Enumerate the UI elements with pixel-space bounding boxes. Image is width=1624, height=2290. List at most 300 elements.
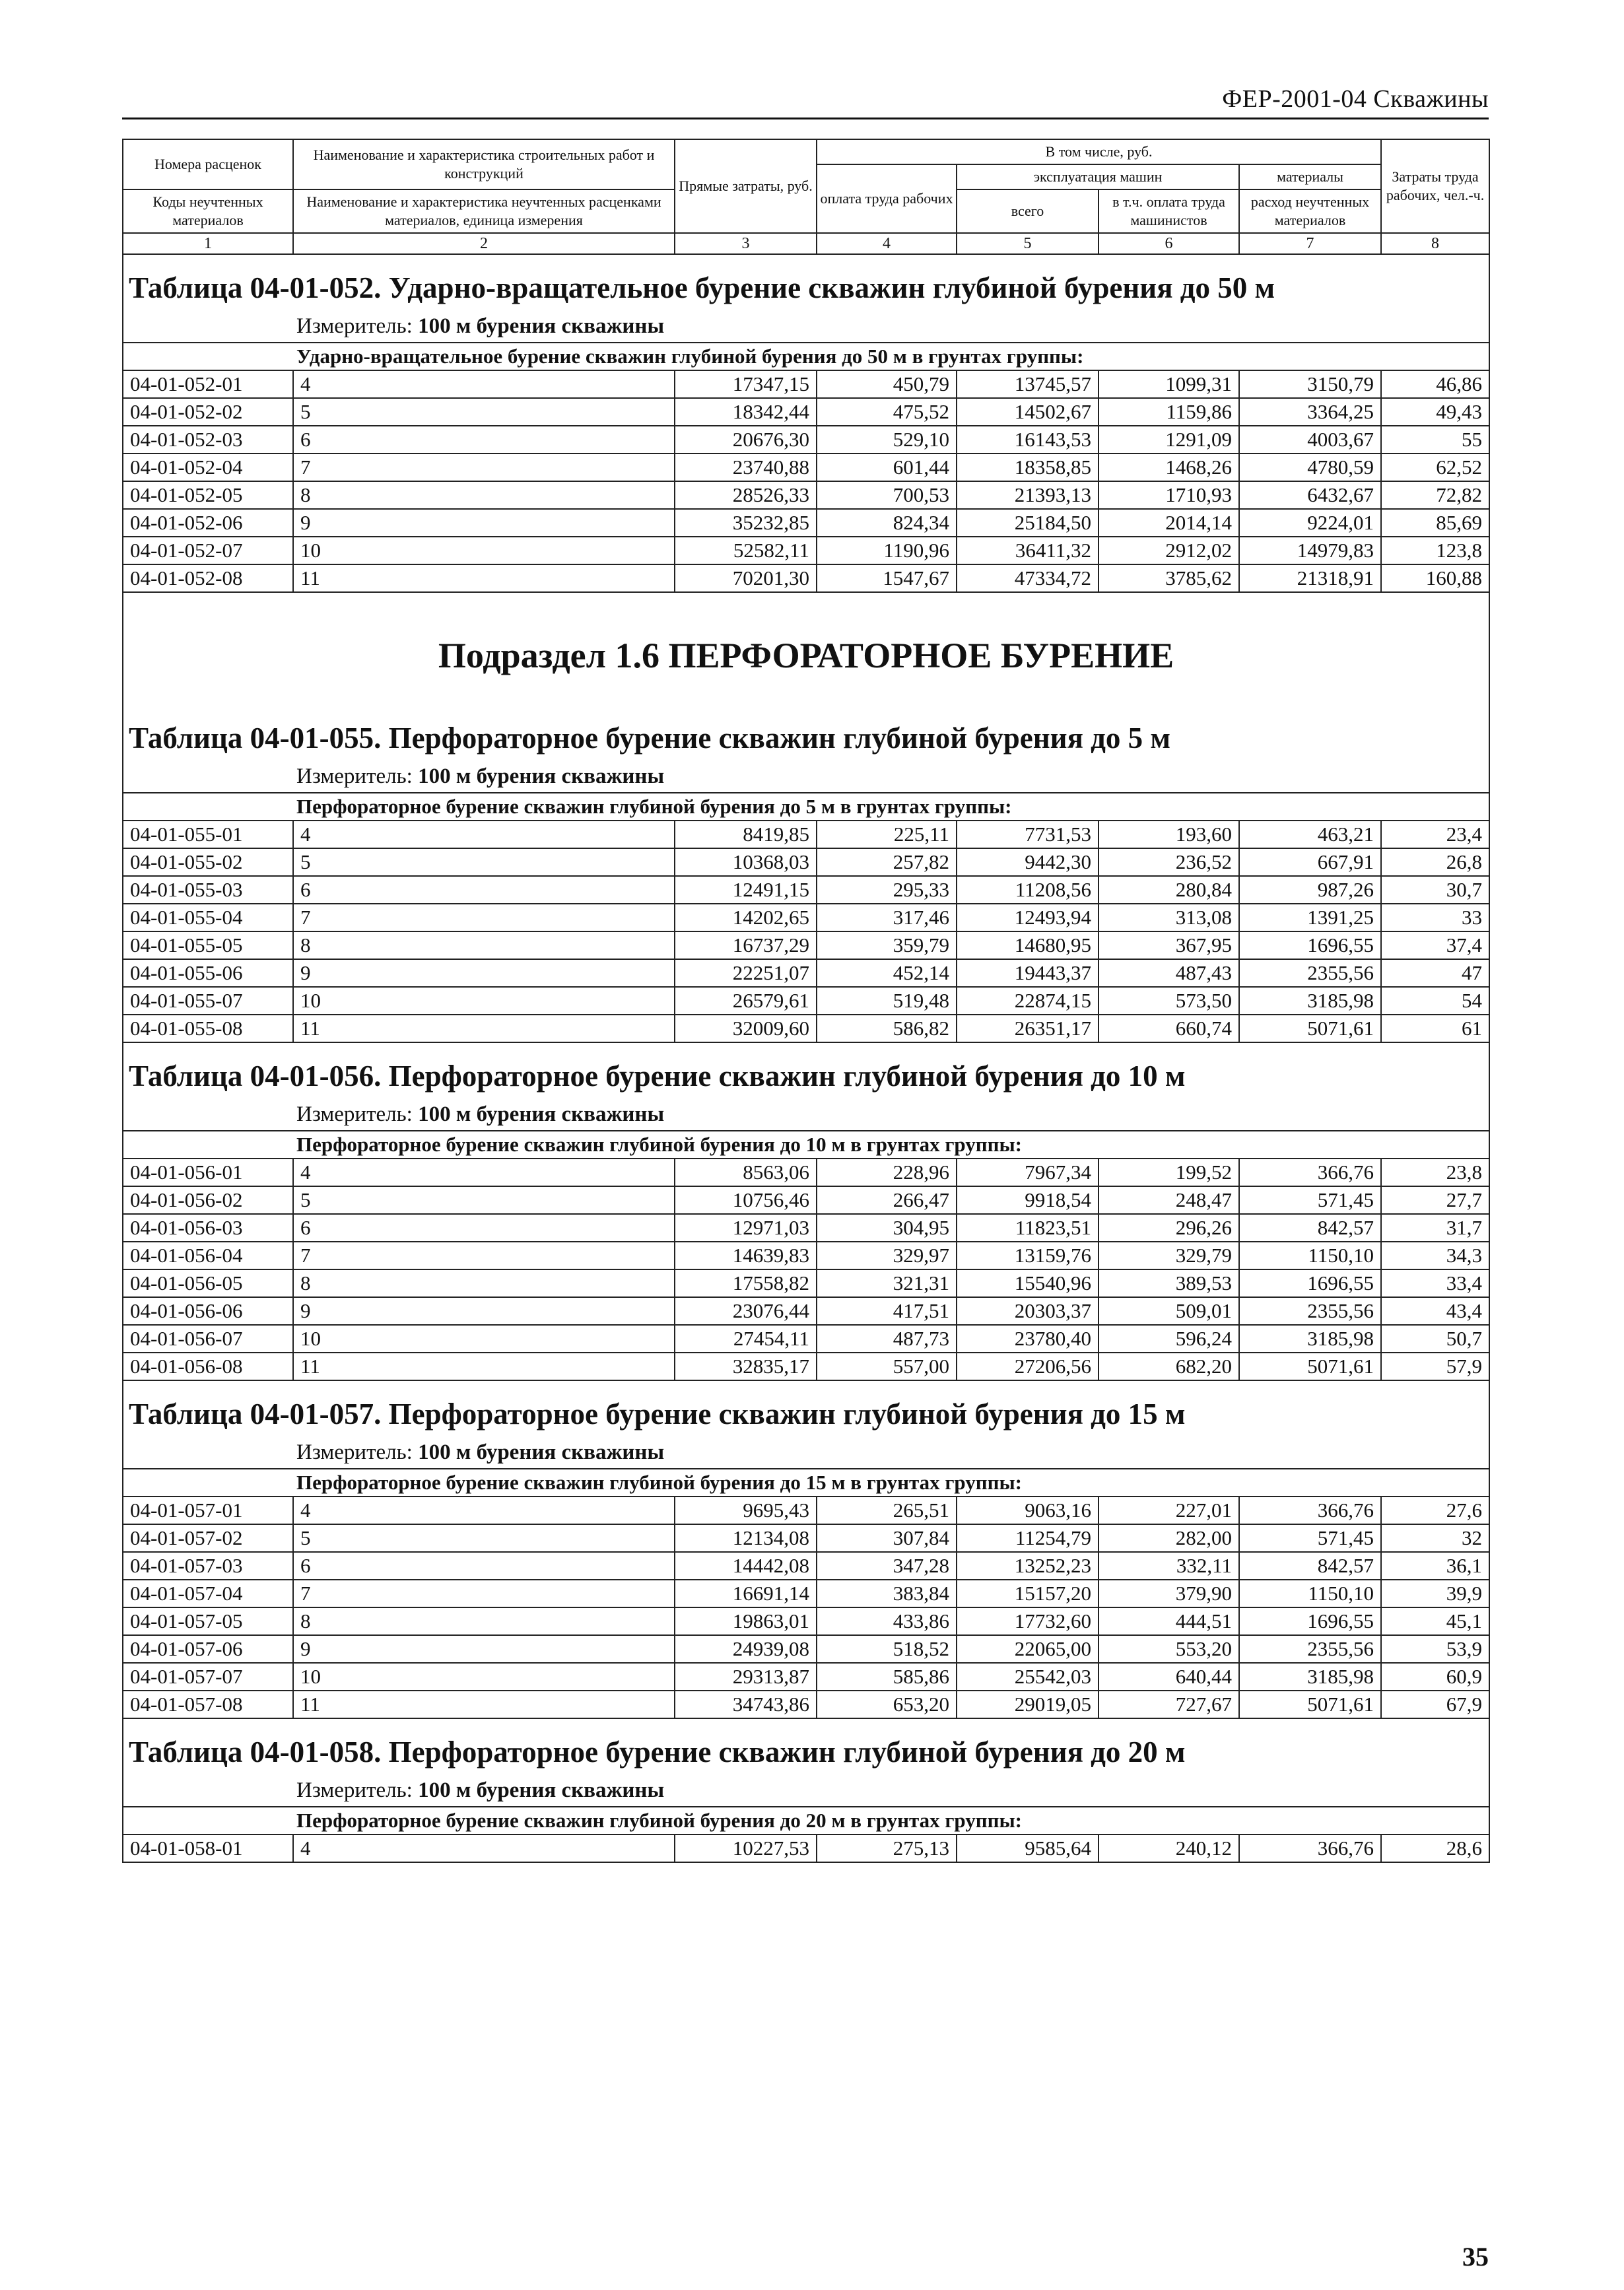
direct-costs-value: 9695,43 bbox=[675, 1497, 817, 1524]
rate-code: 04-01-057-03 bbox=[123, 1552, 293, 1580]
measure-line bbox=[123, 1434, 1489, 1468]
measure-label: Измеритель: bbox=[296, 314, 413, 338]
soil-group: 10 bbox=[293, 987, 675, 1015]
machines-total-value: 15540,96 bbox=[957, 1269, 1099, 1297]
machines-total-value: 21393,13 bbox=[957, 481, 1099, 509]
soil-group: 11 bbox=[293, 564, 675, 592]
machines-total-value: 13252,23 bbox=[957, 1552, 1099, 1580]
rate-code: 04-01-057-07 bbox=[123, 1663, 293, 1691]
labor-hours-value: 27,7 bbox=[1381, 1186, 1489, 1214]
table-row bbox=[123, 876, 1489, 904]
soil-group: 6 bbox=[293, 1552, 675, 1580]
operator-pay-value: 329,79 bbox=[1099, 1242, 1239, 1269]
operator-pay-value: 1468,26 bbox=[1099, 454, 1239, 481]
operator-pay-value: 248,47 bbox=[1099, 1186, 1239, 1214]
direct-costs-value: 28526,33 bbox=[675, 481, 817, 509]
labor-hours-value: 27,6 bbox=[1381, 1497, 1489, 1524]
materials-value: 6432,67 bbox=[1239, 481, 1381, 509]
rate-code: 04-01-052-06 bbox=[123, 509, 293, 537]
soil-group: 8 bbox=[293, 1607, 675, 1635]
direct-costs-value: 52582,11 bbox=[675, 537, 817, 564]
direct-costs-value: 70201,30 bbox=[675, 564, 817, 592]
machines-total-value: 23780,40 bbox=[957, 1325, 1099, 1353]
page-number: 35 bbox=[1462, 2242, 1489, 2272]
table-row bbox=[123, 1353, 1489, 1380]
table-title-cell bbox=[123, 1042, 1489, 1131]
table-row bbox=[123, 987, 1489, 1015]
soil-group: 7 bbox=[293, 904, 675, 931]
materials-value: 571,45 bbox=[1239, 1186, 1381, 1214]
table-title: Таблица 04-01-056. Перфораторное бурение скважин глубиной бурения до 10 м bbox=[129, 1060, 1186, 1093]
labor-pay-value: 519,48 bbox=[817, 987, 957, 1015]
labor-hours-value: 47 bbox=[1381, 959, 1489, 987]
measure-value: 100 м бурения скважины bbox=[418, 1440, 665, 1464]
direct-costs-value: 23740,88 bbox=[675, 454, 817, 481]
measure-label: Измеритель: bbox=[296, 1778, 413, 1802]
direct-costs-value: 12134,08 bbox=[675, 1524, 817, 1552]
labor-pay-value: 557,00 bbox=[817, 1353, 957, 1380]
header-including: В том числе, руб. bbox=[817, 139, 1381, 164]
measure-value: 100 м бурения скважины bbox=[418, 764, 665, 788]
soil-group: 7 bbox=[293, 454, 675, 481]
soil-group: 10 bbox=[293, 1325, 675, 1353]
direct-costs-value: 10756,46 bbox=[675, 1186, 817, 1214]
measure-line bbox=[123, 758, 1489, 792]
machines-total-value: 47334,72 bbox=[957, 564, 1099, 592]
table-row bbox=[123, 454, 1489, 481]
operator-pay-value: 1159,86 bbox=[1099, 398, 1239, 426]
group-title: Перфораторное бурение скважин глубиной бурения до 10 м в грунтах группы: bbox=[123, 1131, 1489, 1159]
machines-total-value: 13159,76 bbox=[957, 1242, 1099, 1269]
table-row bbox=[123, 564, 1489, 592]
header-machines-total: всего bbox=[957, 189, 1099, 233]
machines-total-value: 22065,00 bbox=[957, 1635, 1099, 1663]
direct-costs-value: 24939,08 bbox=[675, 1635, 817, 1663]
materials-value: 3185,98 bbox=[1239, 1663, 1381, 1691]
column-number: 5 bbox=[957, 233, 1099, 254]
operator-pay-value: 640,44 bbox=[1099, 1663, 1239, 1691]
rate-code: 04-01-056-02 bbox=[123, 1186, 293, 1214]
materials-value: 667,91 bbox=[1239, 848, 1381, 876]
labor-hours-value: 30,7 bbox=[1381, 876, 1489, 904]
direct-costs-value: 17347,15 bbox=[675, 370, 817, 398]
machines-total-value: 9585,64 bbox=[957, 1835, 1099, 1862]
rate-code: 04-01-056-08 bbox=[123, 1353, 293, 1380]
operator-pay-value: 389,53 bbox=[1099, 1269, 1239, 1297]
table-row bbox=[123, 1497, 1489, 1524]
soil-group: 6 bbox=[293, 1214, 675, 1242]
labor-pay-value: 585,86 bbox=[817, 1663, 957, 1691]
soil-group: 10 bbox=[293, 537, 675, 564]
labor-pay-value: 228,96 bbox=[817, 1159, 957, 1186]
labor-pay-value: 295,33 bbox=[817, 876, 957, 904]
soil-group: 9 bbox=[293, 959, 675, 987]
soil-group: 11 bbox=[293, 1691, 675, 1718]
column-number: 3 bbox=[675, 233, 817, 254]
table-row bbox=[123, 398, 1489, 426]
materials-value: 14979,83 bbox=[1239, 537, 1381, 564]
materials-value: 842,57 bbox=[1239, 1552, 1381, 1580]
labor-hours-value: 36,1 bbox=[1381, 1552, 1489, 1580]
labor-hours-value: 123,8 bbox=[1381, 537, 1489, 564]
rate-code: 04-01-055-05 bbox=[123, 931, 293, 959]
soil-group: 5 bbox=[293, 1524, 675, 1552]
rate-code: 04-01-056-01 bbox=[123, 1159, 293, 1186]
direct-costs-value: 23076,44 bbox=[675, 1297, 817, 1325]
group-title: Ударно-вращательное бурение скважин глубиной бурения до 50 м в грунтах группы: bbox=[123, 343, 1489, 370]
direct-costs-value: 10227,53 bbox=[675, 1835, 817, 1862]
header-labor-pay: оплата труда рабочих bbox=[817, 164, 957, 233]
operator-pay-value: 509,01 bbox=[1099, 1297, 1239, 1325]
materials-value: 1696,55 bbox=[1239, 1269, 1381, 1297]
materials-value: 571,45 bbox=[1239, 1524, 1381, 1552]
labor-hours-value: 62,52 bbox=[1381, 454, 1489, 481]
machines-total-value: 26351,17 bbox=[957, 1015, 1099, 1042]
direct-costs-value: 20676,30 bbox=[675, 426, 817, 454]
measure-label: Измеритель: bbox=[296, 1102, 413, 1126]
table-row bbox=[123, 509, 1489, 537]
header-material-names: Наименование и характеристика неучтенных расценками материалов, единица измерения bbox=[293, 189, 675, 233]
machines-total-value: 36411,32 bbox=[957, 537, 1099, 564]
materials-value: 2355,56 bbox=[1239, 1635, 1381, 1663]
rate-code: 04-01-057-08 bbox=[123, 1691, 293, 1718]
materials-value: 5071,61 bbox=[1239, 1353, 1381, 1380]
column-number: 7 bbox=[1239, 233, 1381, 254]
table-row bbox=[123, 1691, 1489, 1718]
rate-code: 04-01-055-04 bbox=[123, 904, 293, 931]
soil-group: 4 bbox=[293, 1497, 675, 1524]
group-title: Перфораторное бурение скважин глубиной бурения до 5 м в грунтах группы: bbox=[123, 793, 1489, 821]
table-title: Таблица 04-01-052. Ударно-вращательное бурение скважин глубиной бурения до 50 м bbox=[129, 271, 1275, 304]
direct-costs-value: 34743,86 bbox=[675, 1691, 817, 1718]
labor-hours-value: 160,88 bbox=[1381, 564, 1489, 592]
materials-value: 5071,61 bbox=[1239, 1015, 1381, 1042]
operator-pay-value: 2014,14 bbox=[1099, 509, 1239, 537]
labor-pay-value: 307,84 bbox=[817, 1524, 957, 1552]
table-title-row bbox=[123, 1042, 1489, 1131]
materials-value: 1391,25 bbox=[1239, 904, 1381, 931]
machines-total-value: 7731,53 bbox=[957, 821, 1099, 848]
group-title-row bbox=[123, 1469, 1489, 1497]
operator-pay-value: 282,00 bbox=[1099, 1524, 1239, 1552]
operator-pay-value: 296,26 bbox=[1099, 1214, 1239, 1242]
labor-pay-value: 700,53 bbox=[817, 481, 957, 509]
operator-pay-value: 236,52 bbox=[1099, 848, 1239, 876]
labor-hours-value: 33,4 bbox=[1381, 1269, 1489, 1297]
table-title-row bbox=[123, 592, 1489, 793]
materials-value: 366,76 bbox=[1239, 1497, 1381, 1524]
table-row bbox=[123, 904, 1489, 931]
table-row bbox=[123, 1635, 1489, 1663]
header-rate-numbers: Номера расценок bbox=[123, 139, 293, 189]
labor-hours-value: 32 bbox=[1381, 1524, 1489, 1552]
header-work-name: Наименование и характеристика строительных работ и конструкций bbox=[293, 139, 675, 189]
rate-code: 04-01-057-04 bbox=[123, 1580, 293, 1607]
table-row bbox=[123, 1325, 1489, 1353]
machines-total-value: 18358,85 bbox=[957, 454, 1099, 481]
labor-hours-value: 57,9 bbox=[1381, 1353, 1489, 1380]
materials-value: 2355,56 bbox=[1239, 1297, 1381, 1325]
rate-code: 04-01-056-07 bbox=[123, 1325, 293, 1353]
operator-pay-value: 313,08 bbox=[1099, 904, 1239, 931]
soil-group: 7 bbox=[293, 1242, 675, 1269]
table-row bbox=[123, 1580, 1489, 1607]
measure-label: Измеритель: bbox=[296, 1440, 413, 1464]
machines-total-value: 14502,67 bbox=[957, 398, 1099, 426]
soil-group: 8 bbox=[293, 1269, 675, 1297]
operator-pay-value: 1099,31 bbox=[1099, 370, 1239, 398]
operator-pay-value: 193,60 bbox=[1099, 821, 1239, 848]
labor-pay-value: 275,13 bbox=[817, 1835, 957, 1862]
table-row bbox=[123, 1214, 1489, 1242]
table-title-cell bbox=[123, 592, 1489, 793]
rates-table bbox=[122, 139, 1490, 1863]
labor-hours-value: 85,69 bbox=[1381, 509, 1489, 537]
labor-pay-value: 266,47 bbox=[817, 1186, 957, 1214]
table-row bbox=[123, 1015, 1489, 1042]
direct-costs-value: 8563,06 bbox=[675, 1159, 817, 1186]
materials-value: 987,26 bbox=[1239, 876, 1381, 904]
machines-total-value: 9063,16 bbox=[957, 1497, 1099, 1524]
operator-pay-value: 199,52 bbox=[1099, 1159, 1239, 1186]
materials-value: 3185,98 bbox=[1239, 1325, 1381, 1353]
table-title-cell bbox=[123, 1380, 1489, 1469]
machines-total-value: 9442,30 bbox=[957, 848, 1099, 876]
rate-code: 04-01-055-06 bbox=[123, 959, 293, 987]
materials-value: 3364,25 bbox=[1239, 398, 1381, 426]
table-row bbox=[123, 426, 1489, 454]
rate-code: 04-01-056-04 bbox=[123, 1242, 293, 1269]
rate-code: 04-01-052-01 bbox=[123, 370, 293, 398]
direct-costs-value: 32835,17 bbox=[675, 1353, 817, 1380]
labor-pay-value: 452,14 bbox=[817, 959, 957, 987]
rate-code: 04-01-052-08 bbox=[123, 564, 293, 592]
labor-hours-value: 33 bbox=[1381, 904, 1489, 931]
column-number: 8 bbox=[1381, 233, 1489, 254]
operator-pay-value: 3785,62 bbox=[1099, 564, 1239, 592]
table-title: Таблица 04-01-057. Перфораторное бурение скважин глубиной бурения до 15 м bbox=[129, 1398, 1186, 1431]
rate-code: 04-01-052-03 bbox=[123, 426, 293, 454]
labor-pay-value: 417,51 bbox=[817, 1297, 957, 1325]
table-row bbox=[123, 1159, 1489, 1186]
rate-code: 04-01-055-01 bbox=[123, 821, 293, 848]
labor-hours-value: 50,7 bbox=[1381, 1325, 1489, 1353]
table-row bbox=[123, 1607, 1489, 1635]
soil-group: 10 bbox=[293, 1663, 675, 1691]
direct-costs-value: 14639,83 bbox=[675, 1242, 817, 1269]
table-row bbox=[123, 1186, 1489, 1214]
labor-hours-value: 54 bbox=[1381, 987, 1489, 1015]
group-title: Перфораторное бурение скважин глубиной бурения до 20 м в грунтах группы: bbox=[123, 1807, 1489, 1835]
direct-costs-value: 29313,87 bbox=[675, 1663, 817, 1691]
table-title: Таблица 04-01-058. Перфораторное бурение скважин глубиной бурения до 20 м bbox=[129, 1735, 1186, 1768]
soil-group: 9 bbox=[293, 509, 675, 537]
rate-code: 04-01-058-01 bbox=[123, 1835, 293, 1862]
direct-costs-value: 22251,07 bbox=[675, 959, 817, 987]
measure-line bbox=[123, 1772, 1489, 1806]
soil-group: 11 bbox=[293, 1015, 675, 1042]
materials-value: 4003,67 bbox=[1239, 426, 1381, 454]
materials-value: 463,21 bbox=[1239, 821, 1381, 848]
soil-group: 4 bbox=[293, 821, 675, 848]
operator-pay-value: 553,20 bbox=[1099, 1635, 1239, 1663]
materials-value: 4780,59 bbox=[1239, 454, 1381, 481]
labor-pay-value: 1547,67 bbox=[817, 564, 957, 592]
materials-value: 1150,10 bbox=[1239, 1242, 1381, 1269]
group-title-row bbox=[123, 1131, 1489, 1159]
direct-costs-value: 12491,15 bbox=[675, 876, 817, 904]
machines-total-value: 15157,20 bbox=[957, 1580, 1099, 1607]
soil-group: 9 bbox=[293, 1297, 675, 1325]
operator-pay-value: 660,74 bbox=[1099, 1015, 1239, 1042]
machines-total-value: 16143,53 bbox=[957, 426, 1099, 454]
labor-pay-value: 824,34 bbox=[817, 509, 957, 537]
column-number: 6 bbox=[1099, 233, 1239, 254]
table-row bbox=[123, 1242, 1489, 1269]
table-row bbox=[123, 1269, 1489, 1297]
labor-hours-value: 39,9 bbox=[1381, 1580, 1489, 1607]
operator-pay-value: 444,51 bbox=[1099, 1607, 1239, 1635]
measure-line bbox=[123, 308, 1489, 342]
machines-total-value: 27206,56 bbox=[957, 1353, 1099, 1380]
soil-group: 4 bbox=[293, 370, 675, 398]
soil-group: 5 bbox=[293, 398, 675, 426]
header-labor-hours: Затраты труда рабочих, чел.-ч. bbox=[1381, 139, 1489, 233]
labor-hours-value: 49,43 bbox=[1381, 398, 1489, 426]
header-material-codes: Коды неучтенных материалов bbox=[123, 189, 293, 233]
table-row bbox=[123, 481, 1489, 509]
direct-costs-value: 16691,14 bbox=[675, 1580, 817, 1607]
soil-group: 5 bbox=[293, 848, 675, 876]
materials-value: 842,57 bbox=[1239, 1214, 1381, 1242]
column-number: 2 bbox=[293, 233, 675, 254]
direct-costs-value: 26579,61 bbox=[675, 987, 817, 1015]
labor-pay-value: 304,95 bbox=[817, 1214, 957, 1242]
measure-value: 100 м бурения скважины bbox=[418, 1102, 665, 1126]
table-row bbox=[123, 848, 1489, 876]
labor-hours-value: 45,1 bbox=[1381, 1607, 1489, 1635]
table-row bbox=[123, 959, 1489, 987]
direct-costs-value: 12971,03 bbox=[675, 1214, 817, 1242]
operator-pay-value: 573,50 bbox=[1099, 987, 1239, 1015]
materials-value: 366,76 bbox=[1239, 1835, 1381, 1862]
operator-pay-value: 596,24 bbox=[1099, 1325, 1239, 1353]
machines-total-value: 14680,95 bbox=[957, 931, 1099, 959]
labor-pay-value: 487,73 bbox=[817, 1325, 957, 1353]
labor-hours-value: 43,4 bbox=[1381, 1297, 1489, 1325]
materials-value: 1696,55 bbox=[1239, 1607, 1381, 1635]
rate-code: 04-01-057-05 bbox=[123, 1607, 293, 1635]
header-materials: материалы bbox=[1239, 164, 1381, 189]
table-title-row bbox=[123, 1718, 1489, 1807]
machines-total-value: 20303,37 bbox=[957, 1297, 1099, 1325]
labor-pay-value: 433,86 bbox=[817, 1607, 957, 1635]
measure-value: 100 м бурения скважины bbox=[418, 1778, 665, 1802]
soil-group: 4 bbox=[293, 1159, 675, 1186]
column-number: 4 bbox=[817, 233, 957, 254]
machines-total-value: 9918,54 bbox=[957, 1186, 1099, 1214]
header-row-top bbox=[123, 139, 1489, 164]
labor-hours-value: 55 bbox=[1381, 426, 1489, 454]
rate-code: 04-01-056-03 bbox=[123, 1214, 293, 1242]
labor-pay-value: 601,44 bbox=[817, 454, 957, 481]
subsection-title: Подраздел 1.6 ПЕРФОРАТОРНОЕ БУРЕНИЕ bbox=[438, 636, 1174, 675]
operator-pay-value: 1291,09 bbox=[1099, 426, 1239, 454]
soil-group: 8 bbox=[293, 931, 675, 959]
table-row bbox=[123, 931, 1489, 959]
labor-pay-value: 518,52 bbox=[817, 1635, 957, 1663]
operator-pay-value: 2912,02 bbox=[1099, 537, 1239, 564]
materials-value: 5071,61 bbox=[1239, 1691, 1381, 1718]
operator-pay-value: 367,95 bbox=[1099, 931, 1239, 959]
materials-value: 1150,10 bbox=[1239, 1580, 1381, 1607]
machines-total-value: 13745,57 bbox=[957, 370, 1099, 398]
header-operator-pay: в т.ч. оплата труда машинистов bbox=[1099, 189, 1239, 233]
machines-total-value: 19443,37 bbox=[957, 959, 1099, 987]
direct-costs-value: 32009,60 bbox=[675, 1015, 817, 1042]
direct-costs-value: 35232,85 bbox=[675, 509, 817, 537]
soil-group: 4 bbox=[293, 1835, 675, 1862]
operator-pay-value: 682,20 bbox=[1099, 1353, 1239, 1380]
rate-code: 04-01-057-01 bbox=[123, 1497, 293, 1524]
labor-hours-value: 31,7 bbox=[1381, 1214, 1489, 1242]
machines-total-value: 7967,34 bbox=[957, 1159, 1099, 1186]
group-title-row bbox=[123, 793, 1489, 821]
rate-code: 04-01-052-07 bbox=[123, 537, 293, 564]
table-row bbox=[123, 1835, 1489, 1862]
rate-code: 04-01-055-07 bbox=[123, 987, 293, 1015]
machines-total-value: 12493,94 bbox=[957, 904, 1099, 931]
materials-value: 21318,91 bbox=[1239, 564, 1381, 592]
running-head: ФЕР-2001-04 Скважины bbox=[1222, 85, 1489, 113]
direct-costs-value: 18342,44 bbox=[675, 398, 817, 426]
machines-total-value: 29019,05 bbox=[957, 1691, 1099, 1718]
soil-group: 8 bbox=[293, 481, 675, 509]
labor-pay-value: 347,28 bbox=[817, 1552, 957, 1580]
labor-pay-value: 317,46 bbox=[817, 904, 957, 931]
operator-pay-value: 227,01 bbox=[1099, 1497, 1239, 1524]
materials-value: 2355,56 bbox=[1239, 959, 1381, 987]
machines-total-value: 11208,56 bbox=[957, 876, 1099, 904]
measure-label: Измеритель: bbox=[296, 764, 413, 788]
table-row bbox=[123, 537, 1489, 564]
operator-pay-value: 240,12 bbox=[1099, 1835, 1239, 1862]
soil-group: 11 bbox=[293, 1353, 675, 1380]
labor-pay-value: 475,52 bbox=[817, 398, 957, 426]
labor-hours-value: 60,9 bbox=[1381, 1663, 1489, 1691]
soil-group: 5 bbox=[293, 1186, 675, 1214]
rate-code: 04-01-055-03 bbox=[123, 876, 293, 904]
table-row bbox=[123, 370, 1489, 398]
column-numbers-row bbox=[123, 233, 1489, 254]
materials-value: 9224,01 bbox=[1239, 509, 1381, 537]
direct-costs-value: 16737,29 bbox=[675, 931, 817, 959]
labor-pay-value: 653,20 bbox=[817, 1691, 957, 1718]
direct-costs-value: 17558,82 bbox=[675, 1269, 817, 1297]
direct-costs-value: 19863,01 bbox=[675, 1607, 817, 1635]
labor-hours-value: 28,6 bbox=[1381, 1835, 1489, 1862]
soil-group: 9 bbox=[293, 1635, 675, 1663]
soil-group: 6 bbox=[293, 426, 675, 454]
materials-value: 3150,79 bbox=[1239, 370, 1381, 398]
labor-pay-value: 529,10 bbox=[817, 426, 957, 454]
column-number: 1 bbox=[123, 233, 293, 254]
machines-total-value: 25184,50 bbox=[957, 509, 1099, 537]
table-row bbox=[123, 1297, 1489, 1325]
measure-value: 100 м бурения скважины bbox=[418, 314, 665, 338]
rate-code: 04-01-052-02 bbox=[123, 398, 293, 426]
header-rule bbox=[122, 118, 1489, 119]
